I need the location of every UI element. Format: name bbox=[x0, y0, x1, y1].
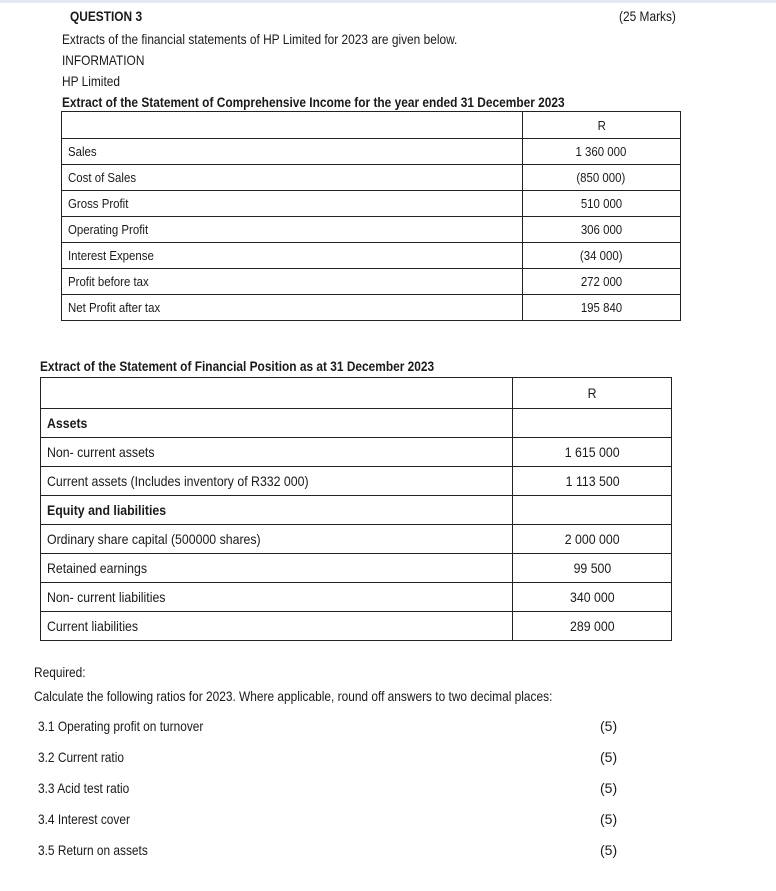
row-amount: (850 000) bbox=[576, 170, 626, 185]
table-row bbox=[62, 139, 681, 165]
row-amount: 195 840 bbox=[580, 300, 622, 315]
row-label: Gross Profit bbox=[68, 196, 129, 211]
intro-text: Extracts of the financial statements of HP Limited for 2023 are given below. bbox=[62, 31, 458, 47]
row-label-cell bbox=[41, 583, 513, 612]
row-label: Current assets (Includes inventory of R332 000) bbox=[47, 473, 309, 489]
row-amount-cell bbox=[522, 191, 680, 217]
row-label: Operating Profit bbox=[68, 222, 149, 237]
section-row bbox=[41, 409, 672, 438]
task-item: 3.1 Operating profit on turnover bbox=[38, 718, 204, 734]
row-label: Retained earnings bbox=[47, 560, 148, 576]
header-label-cell bbox=[41, 378, 513, 409]
row-label-cell bbox=[41, 612, 513, 641]
row-amount: 306 000 bbox=[580, 222, 622, 237]
row-amount-cell bbox=[522, 269, 680, 295]
task-marks: (5) bbox=[600, 780, 618, 796]
table-row bbox=[62, 165, 681, 191]
row-label-cell bbox=[62, 269, 523, 295]
row-amount-cell bbox=[522, 243, 680, 269]
table-row bbox=[41, 612, 672, 641]
table-row bbox=[41, 525, 672, 554]
row-label-cell bbox=[62, 243, 523, 269]
row-amount: 1 113 500 bbox=[565, 473, 620, 489]
required-heading: Required: bbox=[34, 664, 86, 680]
row-amount: 340 000 bbox=[569, 589, 615, 605]
financial-position-heading: Extract of the Statement of Financial Position as at 31 December 2023 bbox=[40, 358, 435, 374]
row-amount: (34 000) bbox=[580, 248, 623, 263]
header-currency-cell bbox=[513, 378, 672, 409]
row-label: Current liabilities bbox=[47, 618, 139, 634]
row-amount-cell bbox=[513, 496, 672, 525]
row-label-cell bbox=[41, 554, 513, 583]
row-amount-cell bbox=[522, 295, 680, 321]
table-row bbox=[62, 217, 681, 243]
table-header-row bbox=[62, 112, 681, 139]
row-amount-cell bbox=[513, 409, 672, 438]
row-label: Interest Expense bbox=[68, 248, 154, 263]
section-label: Assets bbox=[47, 415, 88, 431]
task-item: 3.5 Return on assets bbox=[38, 842, 148, 858]
row-label-cell bbox=[41, 525, 513, 554]
row-amount-cell bbox=[513, 467, 672, 496]
row-amount: 289 000 bbox=[569, 618, 615, 634]
row-amount: 2 000 000 bbox=[564, 531, 620, 547]
row-amount: 1 615 000 bbox=[564, 444, 620, 460]
table-row bbox=[62, 295, 681, 321]
row-amount-cell bbox=[522, 165, 680, 191]
information-heading: INFORMATION bbox=[62, 52, 145, 68]
financial-position-table bbox=[40, 377, 672, 641]
task-marks: (5) bbox=[600, 718, 618, 734]
table-header-row bbox=[41, 378, 672, 409]
table-row bbox=[62, 269, 681, 295]
section-row bbox=[41, 496, 672, 525]
row-amount: 272 000 bbox=[580, 274, 622, 289]
row-amount-cell bbox=[522, 217, 680, 243]
table-row bbox=[62, 191, 681, 217]
row-label: Sales bbox=[68, 144, 97, 159]
row-label-cell bbox=[62, 217, 523, 243]
required-instruction: Calculate the following ratios for 2023. Where applicable, round off answers to two decimal places: bbox=[34, 688, 553, 704]
section-label: Equity and liabilities bbox=[47, 502, 167, 518]
row-amount: 510 000 bbox=[580, 196, 622, 211]
income-statement-heading: Extract of the Statement of Comprehensive Income for the year ended 31 December 2023 bbox=[62, 94, 565, 110]
task-marks: (5) bbox=[600, 811, 618, 827]
row-label-cell bbox=[41, 409, 513, 438]
task-item: 3.4 Interest cover bbox=[38, 811, 130, 827]
table-row bbox=[41, 583, 672, 612]
currency-header: R bbox=[587, 385, 597, 401]
header-currency-cell bbox=[522, 112, 680, 139]
row-amount-cell bbox=[513, 554, 672, 583]
company-name: HP Limited bbox=[62, 73, 120, 89]
row-label-cell bbox=[62, 165, 523, 191]
row-amount-cell bbox=[513, 438, 672, 467]
table-row bbox=[41, 554, 672, 583]
task-marks: (5) bbox=[600, 842, 618, 858]
table-row bbox=[41, 438, 672, 467]
row-amount-cell bbox=[513, 612, 672, 641]
row-amount: 1 360 000 bbox=[575, 144, 627, 159]
row-label-cell bbox=[62, 139, 523, 165]
row-label-cell bbox=[41, 467, 513, 496]
currency-header: R bbox=[597, 117, 606, 133]
task-item: 3.2 Current ratio bbox=[38, 749, 124, 765]
row-label: Non- current liabilities bbox=[47, 589, 166, 605]
row-label: Net Profit after tax bbox=[68, 300, 161, 315]
row-label: Profit before tax bbox=[68, 274, 149, 289]
row-label: Non- current assets bbox=[47, 444, 155, 460]
task-marks: (5) bbox=[600, 749, 618, 765]
income-statement-table bbox=[61, 111, 681, 321]
header-label-cell bbox=[62, 112, 523, 139]
question-marks: (25 Marks) bbox=[619, 8, 676, 24]
row-amount-cell bbox=[513, 583, 672, 612]
row-label-cell bbox=[62, 191, 523, 217]
row-label-cell bbox=[41, 438, 513, 467]
row-label-cell bbox=[62, 295, 523, 321]
table-row bbox=[62, 243, 681, 269]
question-title: QUESTION 3 bbox=[70, 8, 143, 24]
row-label: Cost of Sales bbox=[68, 170, 137, 185]
row-label: Ordinary share capital (500000 shares) bbox=[47, 531, 261, 547]
row-label-cell bbox=[41, 496, 513, 525]
row-amount-cell bbox=[522, 139, 680, 165]
row-amount: 99 500 bbox=[573, 560, 612, 576]
page-top-border bbox=[0, 0, 776, 3]
task-item: 3.3 Acid test ratio bbox=[38, 780, 130, 796]
row-amount-cell bbox=[513, 525, 672, 554]
table-row bbox=[41, 467, 672, 496]
